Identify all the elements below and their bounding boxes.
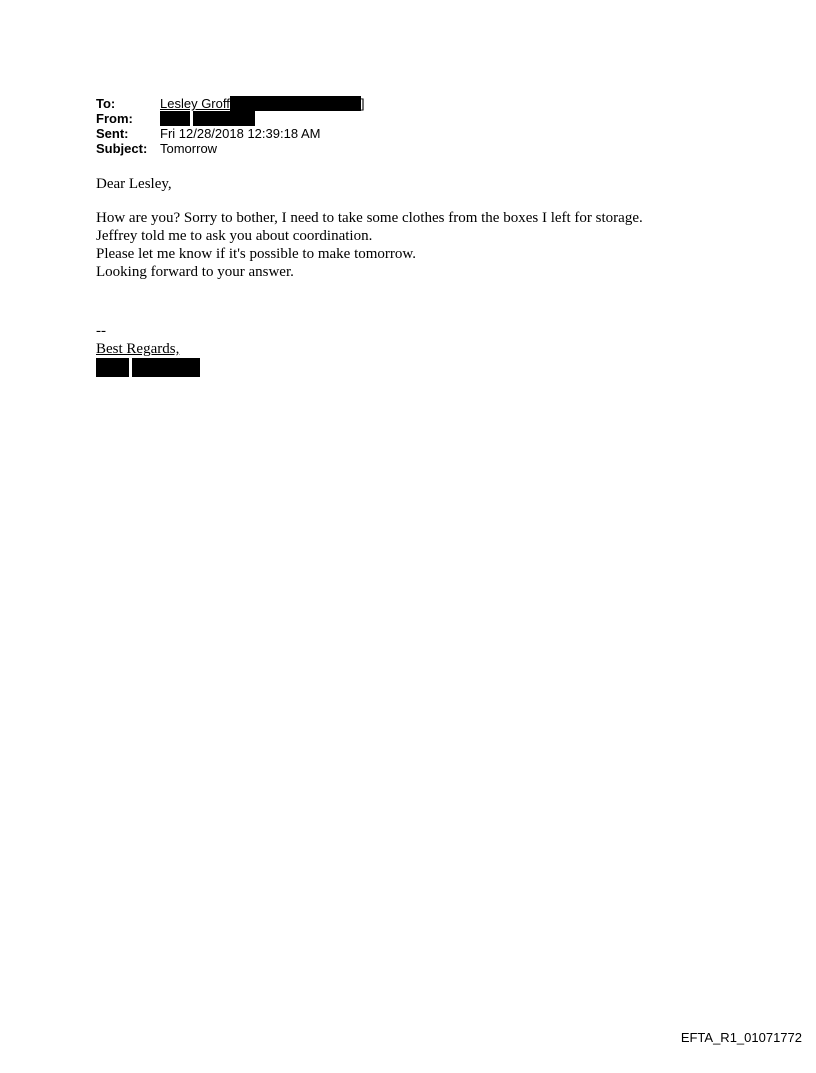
email-body bbox=[96, 175, 643, 281]
to-label: To: bbox=[96, 96, 116, 111]
sent-value: Fri 12/28/2018 12:39:18 AM bbox=[160, 126, 321, 141]
body-line: Looking forward to your answer. bbox=[96, 264, 294, 280]
subject-value: Tomorrow bbox=[160, 141, 218, 156]
signature-separator: -- bbox=[96, 323, 106, 339]
from-first-name-redaction bbox=[160, 111, 190, 126]
document-id: EFTA_R1_01071772 bbox=[680, 1030, 802, 1045]
body-line: Jeffrey told me to ask you about coordination. bbox=[96, 228, 373, 244]
body-line: Please let me know if it's possible to make tomorrow. bbox=[96, 246, 417, 262]
to-close-bracket: ] bbox=[360, 96, 365, 111]
signature-last-name-redaction bbox=[132, 358, 200, 377]
to-email-redaction bbox=[230, 96, 361, 111]
signature-first-name-redaction bbox=[96, 358, 129, 377]
signature-block bbox=[96, 322, 200, 377]
to-name: Lesley Groff bbox=[160, 96, 230, 111]
to-value bbox=[160, 96, 364, 111]
signature-name-redactions bbox=[96, 358, 200, 377]
sent-label: Sent: bbox=[96, 126, 129, 141]
body-line: How are you? Sorry to bother, I need to take some clothes from the boxes I left for storage. bbox=[96, 210, 643, 226]
from-value bbox=[160, 111, 255, 126]
from-last-name-redaction bbox=[193, 111, 255, 126]
greeting: Dear Lesley, bbox=[96, 176, 172, 192]
signature-closing: Best Regards, bbox=[96, 341, 180, 357]
from-label: From: bbox=[96, 111, 133, 126]
subject-label: Subject: bbox=[96, 141, 148, 156]
